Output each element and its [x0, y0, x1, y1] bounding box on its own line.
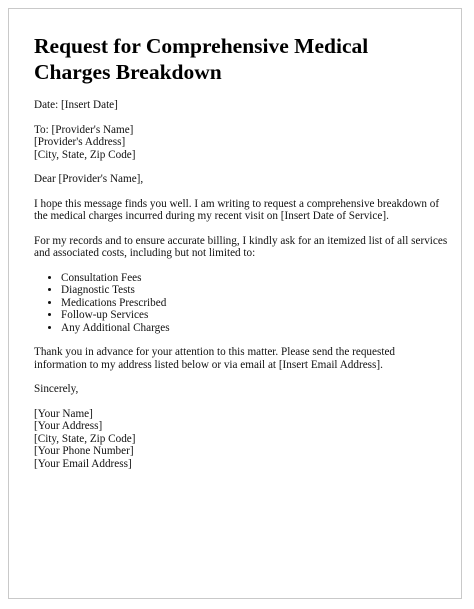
list-item: • Consultation Fees: [61, 272, 449, 285]
date-line: Date: [Insert Date]: [34, 99, 118, 111]
sender-line: [Your Email Address]: [34, 457, 132, 470]
recipient-line: [City, State, Zip Code]: [34, 148, 136, 161]
salutation: Dear [Provider's Name],: [34, 173, 144, 185]
recipient-line: [Provider's Address]: [34, 136, 126, 148]
letter-title: Request for Comprehensive Medical Charges Breakdown: [34, 34, 369, 84]
letter-content: [34, 33, 449, 482]
sender-line: [Your Address]: [34, 420, 103, 432]
paragraph-request: For my records and to ensure accurate billing, I kindly ask for an itemized list of all services and associated costs, including but not limited to:: [34, 234, 448, 259]
sender-line: [Your Name]: [34, 407, 93, 420]
list-item: • Follow-up Services: [61, 309, 449, 322]
sender-line: [Your Phone Number]: [34, 445, 134, 457]
closing: Sincerely,: [34, 383, 79, 395]
sender-line: [City, State, Zip Code]: [34, 432, 136, 445]
list-item: • Diagnostic Tests: [61, 284, 449, 297]
recipient-line: To: [Provider's Name]: [34, 123, 134, 136]
letter-page: [8, 8, 462, 599]
list-item: • Medications Prescribed: [61, 297, 449, 310]
paragraph-thanks: Thank you in advance for your attention to this matter. Please send the requested information to my address listed below or via email at [Insert Email Address].: [34, 346, 396, 371]
list-item: • Any Additional Charges: [61, 322, 449, 335]
recipient-address: [34, 124, 449, 162]
charges-list: [34, 272, 449, 335]
paragraph-intro: I hope this message finds you well. I am writing to request a comprehensive breakdown of the medical charges incurred during my recent visit on [Insert Date of Service].: [34, 197, 440, 222]
sender-signature-block: [34, 408, 449, 471]
